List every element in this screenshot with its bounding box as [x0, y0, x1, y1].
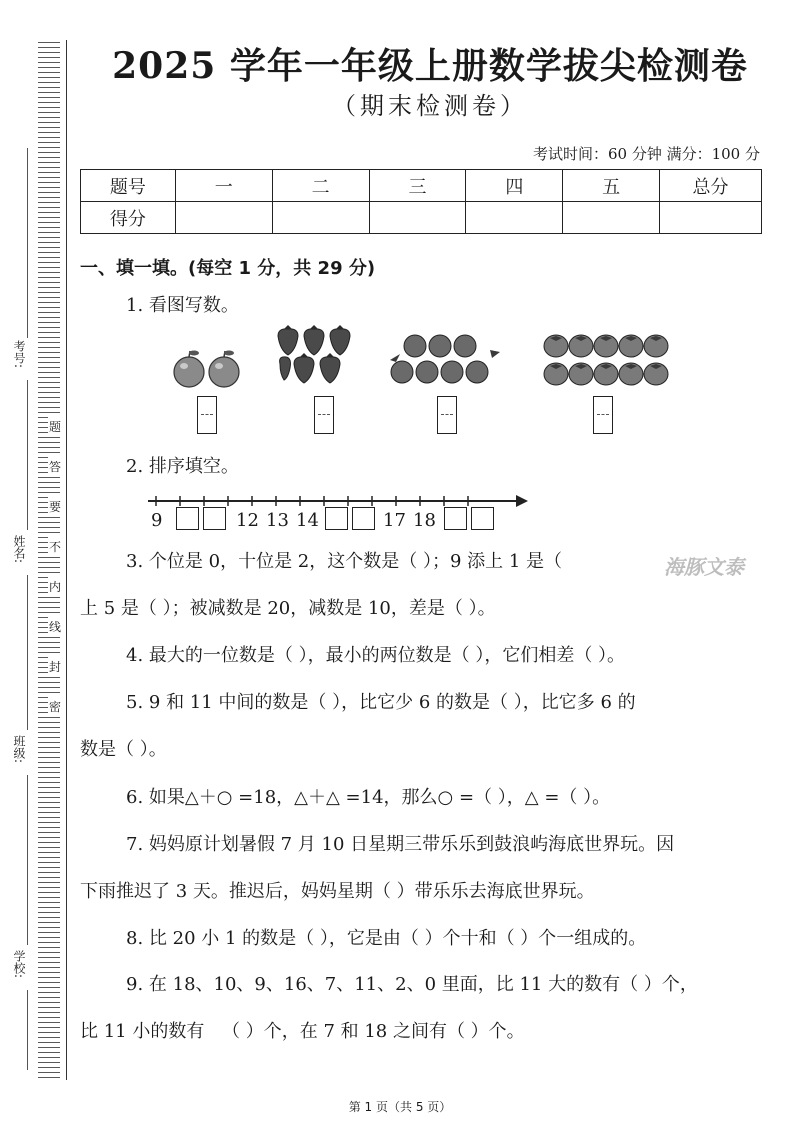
seal-word: 密	[48, 696, 62, 717]
apple-icon	[209, 351, 239, 388]
field-line	[27, 775, 28, 945]
exam-info: 考试时间：60 分钟 满分：100 分	[532, 145, 760, 163]
seal-word: 答	[48, 456, 62, 477]
question-5-line-1: 5. 9 和 11 中间的数是（ ），比它少 6 的数是（ ），比它多 6 的	[126, 692, 636, 713]
score-input-cell[interactable]	[175, 202, 272, 234]
section-heading: 一、填一填。(每空 1 分，共 29 分)	[80, 258, 376, 279]
number-line-label: 18	[413, 510, 436, 531]
question-4: 4. 最大的一位数是（ ），最小的两位数是（ ），它们相差（ ）。	[126, 645, 626, 666]
score-table-header-row	[81, 170, 762, 202]
binding-line	[66, 40, 67, 1080]
question-1: 1. 看图写数。	[126, 295, 239, 316]
question-5-line-2: 数是（ ）。	[80, 739, 167, 760]
score-cell: 一	[175, 170, 272, 202]
strawberry-icon	[280, 357, 291, 380]
binding-hatch	[38, 40, 60, 1080]
question-3-line-2: 上 5 是（ ）；被减数是 20，减数是 10，差是（ ）。	[80, 598, 496, 619]
question-8: 8. 比 20 小 1 的数是（ ），它是由（ ）个十和（ ）个一组成的。	[126, 928, 647, 949]
number-line-box[interactable]	[352, 507, 375, 530]
question-9-line-1: 9. 在 18、10、9、16、7、11、2、0 里面，比 11 大的数有（ ）个，	[126, 974, 698, 995]
score-cell: 二	[272, 170, 369, 202]
field-exam-number: 考号:	[12, 340, 26, 369]
score-input-cell[interactable]	[272, 202, 369, 234]
strawberry-icon	[320, 357, 340, 383]
question-3-line-1: 3. 个位是 0，十位是 2，这个数是（ ）；9 添上 1 是（	[126, 551, 563, 572]
strawberries-image	[274, 324, 358, 390]
score-cell: 四	[466, 170, 563, 202]
question-9-line-2-start: 比 11 小的数有	[80, 1021, 205, 1042]
apples-image	[172, 348, 244, 390]
question-9-line-2: （ ）个，在 7 和 18 之间有（ ）个。	[222, 1021, 525, 1042]
seal-word: 线	[48, 616, 62, 637]
field-class: 班级:	[12, 735, 26, 764]
score-cell: 总分	[660, 170, 762, 202]
score-cell: 三	[369, 170, 466, 202]
score-input-cell[interactable]	[660, 202, 762, 234]
peach-icon	[454, 335, 476, 357]
question-2: 2. 排序填空。	[126, 456, 239, 477]
answer-box-strawberries[interactable]	[314, 396, 334, 434]
number-line-label: 9	[151, 510, 163, 531]
peach-icon	[404, 335, 426, 357]
question-7-line-1: 7. 妈妈原计划暑假 7 月 10 日星期三带乐乐到鼓浪屿海底世界玩。因	[126, 834, 675, 855]
field-school: 学校:	[12, 950, 26, 979]
strawberry-icon	[330, 329, 350, 355]
seal-word: 不	[48, 536, 62, 557]
page-footer: 第 1 页（共 5 页）	[348, 1100, 452, 1114]
score-row-label: 得分	[81, 202, 176, 234]
seal-word: 封	[48, 656, 62, 677]
number-line-label: 14	[296, 510, 319, 531]
strawberry-icon	[278, 329, 298, 355]
number-line-box[interactable]	[444, 507, 467, 530]
strawberry-icon	[304, 329, 324, 355]
number-line-box[interactable]	[203, 507, 226, 530]
peach-icon	[429, 335, 451, 357]
score-input-cell[interactable]	[563, 202, 660, 234]
persimmons-image	[542, 332, 670, 390]
peaches-image	[388, 330, 506, 390]
page-subtitle: （期末检测卷）	[332, 92, 528, 120]
score-cell: 题号	[81, 170, 176, 202]
answer-box-apples[interactable]	[197, 396, 217, 434]
seal-word: 要	[48, 496, 62, 517]
binding-margin	[0, 0, 78, 1132]
peach-icon	[416, 361, 438, 383]
field-line	[27, 575, 28, 730]
answer-box-persimmons[interactable]	[593, 396, 613, 434]
field-line	[27, 380, 28, 530]
question-7-line-2: 下雨推迟了 3 天。推迟后，妈妈星期（ ）带乐乐去海底世界玩。	[80, 881, 595, 902]
score-table-score-row	[81, 202, 762, 234]
page-title: 2025 学年一年级上册数学拔尖检测卷	[112, 45, 748, 87]
score-table	[80, 169, 762, 234]
peach-icon	[441, 361, 463, 383]
answer-box-peaches[interactable]	[437, 396, 457, 434]
score-cell: 五	[563, 170, 660, 202]
score-input-cell[interactable]	[369, 202, 466, 234]
question-6: 6. 如果△＋○ =18，△＋△ =14，那么○ =（ ），△ =（ ）。	[126, 787, 611, 808]
seal-word: 内	[48, 576, 62, 597]
number-line	[148, 494, 528, 508]
peach-icon	[466, 361, 488, 383]
number-line-label: 17	[383, 510, 406, 531]
score-input-cell[interactable]	[466, 202, 563, 234]
number-line-box[interactable]	[176, 507, 199, 530]
watermark: 海豚文泰	[664, 555, 744, 579]
number-line-box[interactable]	[471, 507, 494, 530]
strawberry-icon	[294, 357, 314, 383]
number-line-box[interactable]	[325, 507, 348, 530]
apple-icon	[174, 351, 204, 388]
number-line-label: 13	[266, 510, 289, 531]
seal-word: 题	[48, 416, 62, 437]
number-line-label: 12	[236, 510, 259, 531]
field-line	[27, 990, 28, 1070]
peach-icon	[391, 361, 413, 383]
field-line	[27, 148, 28, 338]
field-name: 姓名:	[12, 535, 26, 564]
